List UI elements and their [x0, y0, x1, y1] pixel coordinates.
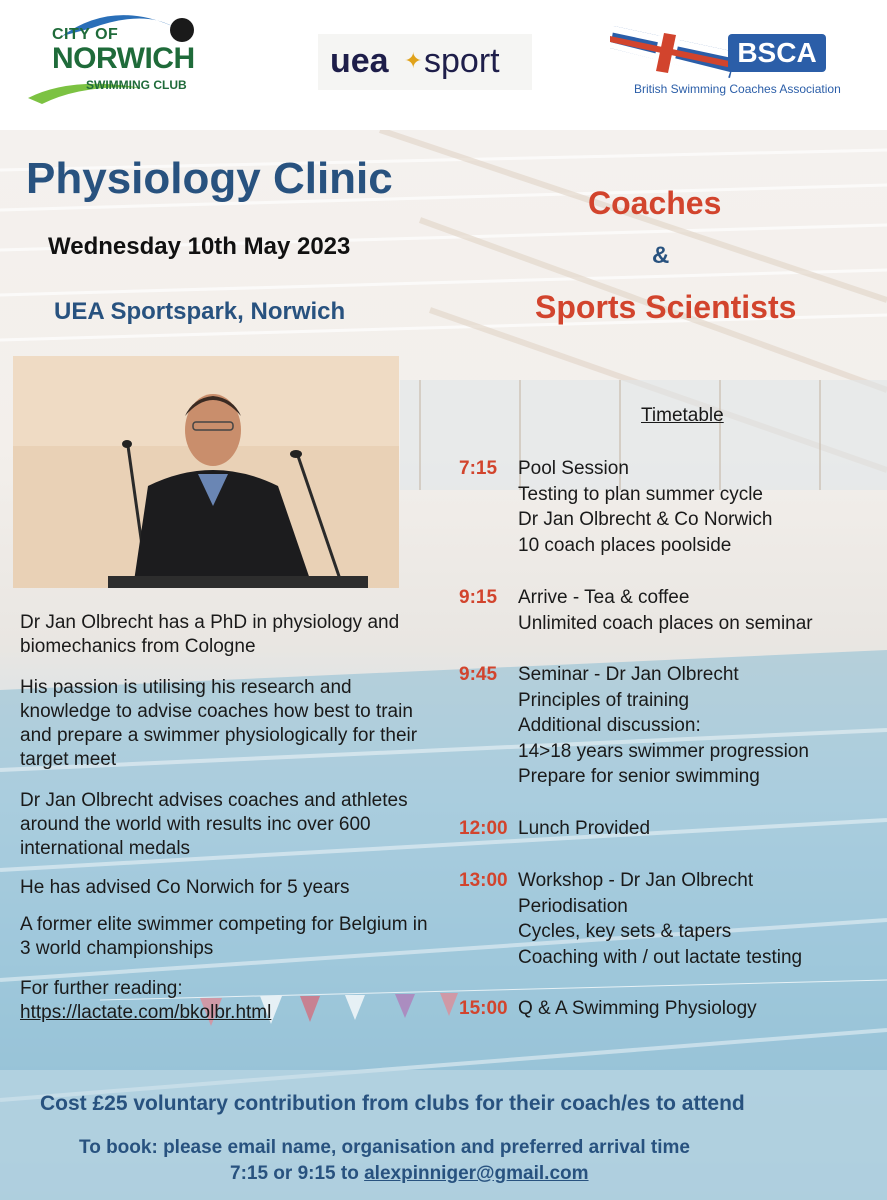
further-reading	[20, 977, 440, 1025]
star-icon: ✦	[404, 48, 423, 73]
norwich-swimming-club-logo	[22, 6, 222, 106]
bio-paragraph: His passion is utilising his research and knowledge to advise coaches how best to train and prepare a swimmer physiologically for their target meet	[20, 677, 418, 770]
event-date: Wednesday 10th May 2023	[48, 233, 351, 260]
speaker-photo	[13, 356, 399, 588]
union-flag-icon	[610, 22, 740, 82]
timetable-time: 13:00	[459, 870, 508, 891]
bsca-logo	[610, 22, 841, 102]
bio-paragraph: He has advised Co Norwich for 5 years	[20, 877, 350, 898]
audience-coaches: Coaches	[588, 185, 722, 221]
logo-uea: uea	[330, 42, 389, 80]
booking-instructions: To book: please email name, organisation and preferred arrival time	[79, 1137, 690, 1158]
logo-bsca-acronym: BSCA	[728, 34, 826, 72]
timetable-heading: Timetable	[641, 405, 724, 426]
timetable-line: Dr Jan Olbrecht & Co Norwich	[518, 509, 773, 530]
logo-norwich: NORWICH	[52, 42, 195, 75]
bio-paragraph: A former elite swimmer competing for Belgium in 3 world championships	[20, 914, 428, 959]
timetable-line: Arrive - Tea & coffee	[518, 587, 690, 608]
logo-swimming-club: SWIMMING CLUB	[86, 78, 187, 92]
logo-city-of: CITY OF	[52, 26, 119, 43]
bio-paragraph: Dr Jan Olbrecht advises coaches and athletes around the world with results inc over 600 international medals	[20, 790, 408, 859]
timetable-line: Unlimited coach places on seminar	[518, 612, 813, 634]
timetable-line: Workshop - Dr Jan Olbrecht	[518, 870, 754, 891]
logo-sport: sport	[424, 42, 500, 80]
timetable-line: Periodisation	[518, 895, 628, 917]
timetable-time: 9:15	[459, 587, 498, 608]
audience-sports-scientists: Sports Scientists	[535, 289, 797, 325]
timetable-time: 9:45	[459, 664, 498, 685]
timetable-line: 14>18 years swimmer progression	[518, 740, 809, 762]
timetable-line: 10 coach places poolside	[518, 534, 732, 556]
timetable-line: Testing to plan summer cycle	[518, 483, 763, 505]
timetable-line: Q & A Swimming Physiology	[518, 998, 757, 1019]
uea-sport-logo	[318, 34, 532, 90]
timetable-time: 12:00	[459, 818, 508, 839]
timetable-line: Seminar - Dr Jan Olbrecht	[518, 664, 739, 685]
booking-contact	[230, 1163, 589, 1185]
audience-ampersand: &	[652, 242, 670, 269]
event-venue: UEA Sportspark, Norwich	[54, 298, 346, 325]
timetable-line: Additional discussion:	[518, 715, 701, 736]
page-title: Physiology Clinic	[26, 154, 393, 203]
timetable-line: Coaching with / out lactate testing	[518, 946, 803, 968]
booking-times: 7:15 or 9:15 to	[230, 1163, 359, 1184]
bio-paragraph: Dr Jan Olbrecht has a PhD in physiology and biomechanics from Cologne	[20, 612, 400, 657]
logo-bsca-fullname: British Swimming Coaches Association	[634, 82, 841, 96]
timetable-line: Prepare for senior swimming	[518, 766, 760, 787]
timetable-time: 15:00	[459, 998, 508, 1019]
timetable-line: Principles of training	[518, 689, 690, 711]
timetable-line: Cycles, key sets & tapers	[518, 921, 732, 942]
cost-notice: Cost £25 voluntary contribution from clubs for their coach/es to attend	[40, 1092, 745, 1115]
further-reading-link[interactable]: https://lactate.com/bkolbr.html	[20, 1002, 272, 1023]
speaker-image	[13, 356, 399, 588]
header-logos	[0, 0, 887, 130]
booking-email-link[interactable]: alexpinniger@gmail.com	[364, 1163, 589, 1184]
timetable-time: 7:15	[459, 458, 498, 479]
timetable-line: Pool Session	[518, 458, 629, 479]
timetable-line: Lunch Provided	[518, 818, 651, 839]
further-reading-label: For further reading:	[20, 978, 183, 999]
